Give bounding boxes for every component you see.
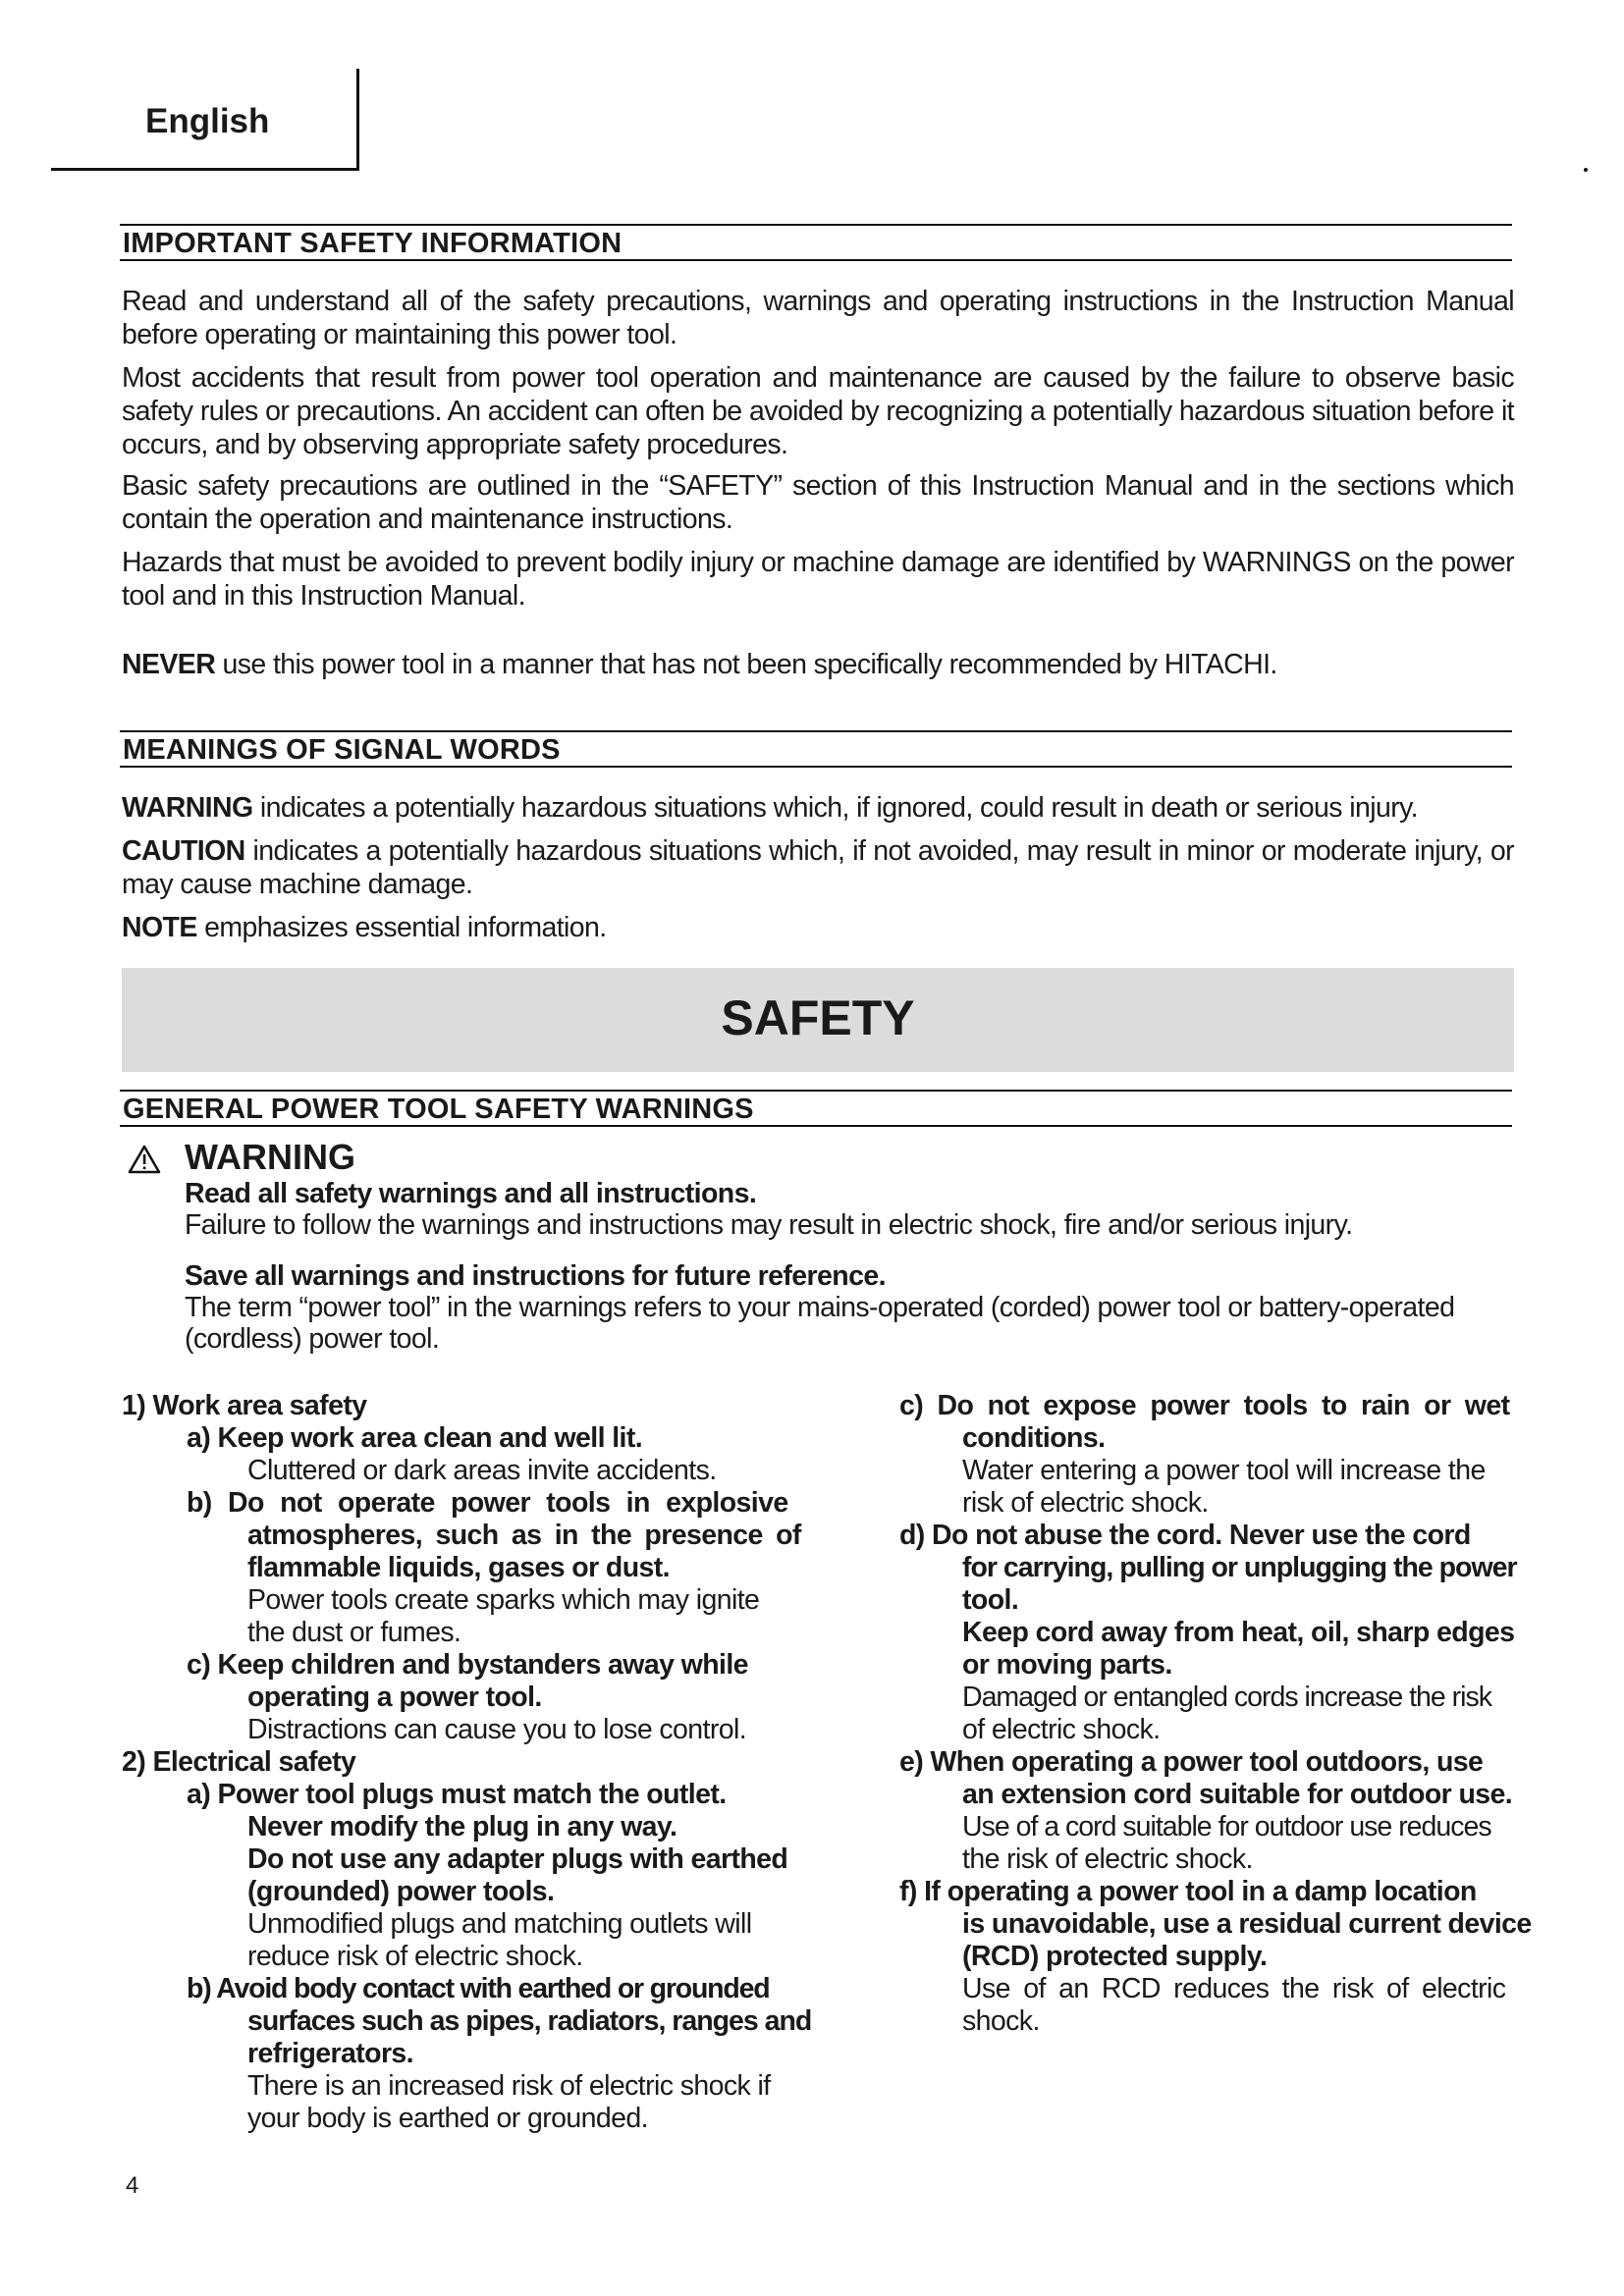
important-safety-paragraph: Hazards that must be avoided to prevent bodily injury or machine damage are identified by WARNINGS on the power tool and in this Instruction Manual. (122, 547, 1514, 612)
list-item: e) When operating a power tool outdoors, use (899, 1746, 1484, 1778)
list-item: conditions. (962, 1422, 1106, 1454)
list-item: surfaces such as pipes, radiators, ranges and (247, 2005, 812, 2037)
list-item: (RCD) protected supply. (962, 1941, 1268, 1972)
list-item: or moving parts. (962, 1649, 1172, 1681)
list-item: the risk of electric shock. (962, 1843, 1253, 1875)
list-item: Use of a cord suitable for outdoor use reduces (962, 1811, 1491, 1842)
list-item: Cluttered or dark areas invite accidents. (247, 1455, 717, 1486)
signal-words-heading: MEANINGS OF SIGNAL WORDS (120, 730, 1512, 768)
list-item: There is an increased risk of electric shock if (247, 2070, 771, 2102)
list-item: f) If operating a power tool in a damp location (899, 1876, 1477, 1907)
list-item: d) Do not abuse the cord. Never use the cord (899, 1520, 1471, 1551)
warning-label: WARNING (185, 1137, 355, 1177)
safety-banner-title: SAFETY (721, 990, 915, 1045)
list-item: Keep cord away from heat, oil, sharp edges (962, 1617, 1515, 1648)
page-number: 4 (126, 2172, 139, 2199)
list-item: (grounded) power tools. (247, 1876, 555, 1907)
warning-definition: WARNING indicates a potentially hazardous situations which, if ignored, could result in death or serious injury. (122, 792, 1418, 824)
list-item: refrigerators. (247, 2038, 414, 2069)
list-item: your body is earthed or grounded. (247, 2103, 648, 2134)
important-safety-paragraph: Basic safety precautions are outlined in the “SAFETY” section of this Instruction Manual and in the sections which contain the operation and maintenance instructions. (122, 470, 1514, 535)
list-item: a) Keep work area clean and well lit. (187, 1422, 643, 1454)
list-item: flammable liquids, gases or dust. (247, 1552, 670, 1583)
never-word: NEVER (122, 649, 216, 680)
term-definition: The term “power tool” in the warnings refers to your mains-operated (corded) power tool or battery-operated (cordless) power tool. (185, 1292, 1455, 1355)
list-item: Water entering a power tool will increase the (962, 1455, 1486, 1486)
list-item: an extension cord suitable for outdoor use. (962, 1779, 1513, 1810)
list-item: of electric shock. (962, 1714, 1161, 1745)
list-item: 2) Electrical safety (122, 1746, 356, 1778)
list-item: a) Power tool plugs must match the outlet. (187, 1779, 727, 1810)
list-item: b) Avoid body contact with earthed or grounded (187, 1973, 770, 2004)
list-item: Power tools create sparks which may ignite (247, 1584, 760, 1616)
list-item: b) Do not operate power tools in explosive (187, 1487, 788, 1519)
caution-word: CAUTION (122, 835, 245, 867)
never-text: use this power tool in a manner that has not been specifically recommended by HITACHI. (215, 649, 1277, 680)
list-item: reduce risk of electric shock. (247, 1941, 583, 1972)
list-item: Unmodified plugs and matching outlets will (247, 1908, 752, 1940)
list-item: Distractions can cause you to lose control. (247, 1714, 747, 1745)
list-item: c) Keep children and bystanders away while (187, 1649, 748, 1681)
failure-text: Failure to follow the warnings and instructions may result in electric shock, fire and/or serious injury. (185, 1209, 1353, 1241)
important-safety-heading: IMPORTANT SAFETY INFORMATION (120, 224, 1512, 261)
list-item: tool. (962, 1584, 1019, 1616)
list-item: is unavoidable, use a residual current device (962, 1908, 1532, 1940)
list-item: Never modify the plug in any way. (247, 1811, 677, 1842)
list-item: atmospheres, such as in the presence of (247, 1520, 801, 1551)
save-all-instruction: Save all warnings and instructions for future reference. (185, 1260, 886, 1292)
list-item: for carrying, pulling or unplugging the power (962, 1552, 1517, 1583)
read-all-instruction: Read all safety warnings and all instructions. (185, 1178, 757, 1209)
important-safety-paragraph: Read and understand all of the safety precautions, warnings and operating instructions in the Instruction Manual before operating or maintaining this power tool. (122, 286, 1514, 350)
list-item: operating a power tool. (247, 1682, 542, 1713)
list-item: 1) Work area safety (122, 1390, 367, 1421)
general-warnings-heading: GENERAL POWER TOOL SAFETY WARNINGS (120, 1090, 1512, 1127)
list-item: the dust or fumes. (247, 1617, 461, 1648)
language-label: English (145, 102, 270, 140)
important-safety-paragraph: Most accidents that result from power tool operation and maintenance are caused by the failure to observe basic safety rules or precautions. An accident can often be avoided by recognizing a potentially hazardous situation before it occurs, and by observing appropriate safety procedures. (122, 362, 1514, 460)
note-definition: NOTE emphasizes essential information. (122, 912, 607, 943)
list-item: Use of an RCD reduces the risk of electric (962, 1973, 1506, 2004)
list-item: shock. (962, 2005, 1040, 2037)
warning-word: WARNING (122, 792, 253, 824)
list-item: Do not use any adapter plugs with earthed (247, 1843, 788, 1875)
caution-definition: CAUTION indicates a potentially hazardous situations which, if not avoided, may result in minor or moderate injury, or may cause machine damage. (122, 835, 1514, 900)
note-word: NOTE (122, 912, 197, 943)
list-item: risk of electric shock. (962, 1487, 1209, 1519)
list-item: c) Do not expose power tools to rain or wet (899, 1390, 1510, 1421)
list-item: Damaged or entangled cords increase the risk (962, 1682, 1491, 1713)
